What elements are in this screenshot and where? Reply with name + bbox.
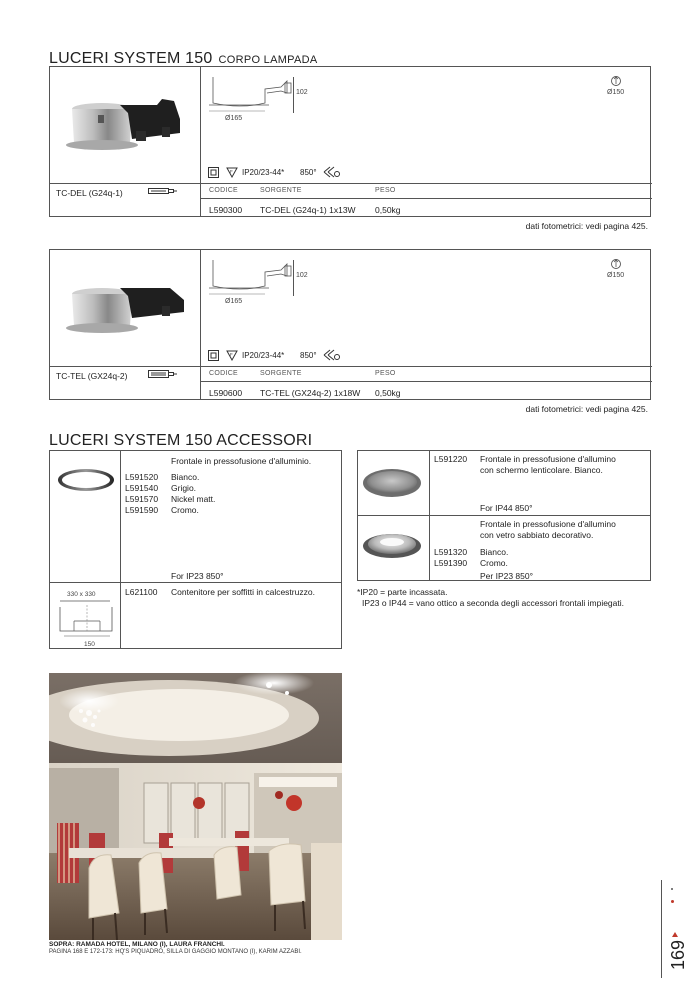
class-2-icon [208,167,219,178]
racc1-rating: For IP44 850° [480,503,533,513]
concrete-box-drawing [56,599,116,639]
page-number-area [661,880,689,980]
lenticular-trim-image [361,467,423,499]
dim-cutout: Ø150 [607,89,625,96]
f-mark-icon [226,167,238,178]
acc1-rating: For IP23 850° [171,571,224,581]
restaurant-photo [49,673,342,940]
lamp-tube-icon [148,370,178,378]
photo-caption-1: SOPRA: RAMADA HOTEL, MILANO (I), LAURA FRANCHI. [49,941,225,948]
col-header-peso: PESO [375,187,396,194]
accent-triangle [672,932,678,937]
photometric-note-2: dati fotometrici: vedi pagina 425. [525,404,648,414]
lamp-tube-icon [148,187,178,195]
racc2-rating: Per IP23 850° [480,571,534,581]
accessory-table-left [49,450,342,649]
racc2-finish: Bianco. [480,547,509,557]
enec-icon [322,349,342,361]
accent-dot [671,900,674,903]
acc1-finish: Bianco. [171,472,200,482]
dimension-drawing-1 [205,75,310,127]
f-mark-icon [226,350,238,361]
cutout-icon [610,75,622,87]
dim-height: 102 [296,89,308,96]
racc1-description [480,454,616,476]
dimension-drawing-2 [205,258,310,310]
svg-text:F: F [230,169,233,174]
acc1-description: Frontale in pressofusione d'alluminio. [171,456,312,466]
acc1-finish: Cromo. [171,505,199,515]
col-header-peso: PESO [375,370,396,377]
downlight-photo-1 [62,93,192,173]
lamp-type-1: TC-DEL (G24q-1) [56,188,123,198]
product-source-1: TC-DEL (G24q-1) 1x13W [260,205,356,215]
racc1-desc-line: Frontale in pressofusione d'allumino [480,454,616,464]
acc1-finish: Grigio. [171,483,197,493]
product-code-2: L590600 [209,388,243,398]
temp-rating: 850° [300,168,317,177]
dim-height: 102 [296,272,308,279]
accessory-table-right [357,450,651,581]
col-header-codice: CODICE [209,187,239,194]
racc2-desc-line: con vetro sabbiato decorativo. [480,530,594,540]
restaurant-photo-image [49,673,342,940]
page-number-rule [661,880,662,978]
ip-rating: IP20/23-44* [242,351,285,360]
spec-row-2 [208,349,408,363]
ip-rating: IP20/23-44* [242,168,285,177]
spec-row-1 [208,166,408,180]
acc1-finish: Nickel matt. [171,494,216,504]
racc2-description [480,519,616,541]
class-2-icon [208,350,219,361]
cutout-icon [610,258,622,270]
svg-text:F: F [230,352,233,357]
section-title-sub: CORPO LAMPADA [218,54,318,66]
acc1-code: L591570 [125,494,159,504]
product-weight-2: 0,50kg [375,388,401,398]
acc1-code: L591520 [125,472,159,482]
acc1-finishes [171,472,215,516]
acc2-dim-bottom: 150 [84,641,95,648]
product-box-1 [49,66,651,217]
product-weight-1: 0,50kg [375,205,401,215]
acc2-description: Contenitore per soffitti in calcestruzzo. [171,587,315,597]
accent-dot-small [671,888,673,890]
product-source-2: TC-TEL (GX24q-2) 1x18W [260,388,361,398]
page-number: 169 [668,940,688,971]
racc2-finishes [480,547,508,569]
lamp-type-2: TC-TEL (GX24q-2) [56,371,128,381]
footnote-line: *IP20 = parte incassata. [357,587,448,597]
acc2-code: L621100 [125,587,158,597]
racc2-desc-line: Frontale in pressofusione d'allumino [480,519,616,529]
col-header-sorgente: SORGENTE [260,187,302,194]
temp-rating: 850° [300,351,317,360]
racc2-finish: Cromo. [480,558,508,568]
dim-diameter: Ø165 [225,298,243,305]
section-title-accessori: LUCERI SYSTEM 150 ACCESSORI [49,432,313,449]
dim-cutout: Ø150 [607,272,625,279]
racc1-desc-line: con schermo lenticolare. Bianco. [480,465,603,475]
racc2-codes [434,547,467,569]
racc1-code: L591220 [434,454,468,464]
footnote [357,587,624,609]
section-title-main: LUCERI SYSTEM 150 [49,50,213,67]
racc2-code: L591390 [434,558,468,568]
acc1-code: L591540 [125,483,159,493]
racc2-code: L591320 [434,547,468,557]
trim-ring-image [56,467,116,493]
acc1-codes [125,472,158,516]
downlight-photo-2 [62,276,192,356]
product-code-1: L590300 [209,205,243,215]
acc2-dim-top: 330 x 330 [67,591,96,598]
product-box-2 [49,249,651,400]
acc1-code: L591590 [125,505,159,515]
enec-icon [322,166,342,178]
sandblasted-trim-image [361,529,423,561]
photometric-note-1: dati fotometrici: vedi pagina 425. [525,221,648,231]
col-header-sorgente: SORGENTE [260,370,302,377]
dim-diameter: Ø165 [225,115,243,122]
footnote-line: IP23 o IP44 = vano ottico a seconda degli accessori frontali impiegati. [362,598,625,608]
photo-caption-2: PAGINA 168 E 172-173: HQ'S PIQUADRO, SILLA DI GAGGIO MONTANO (I), KARIM AZZABI. [49,949,302,955]
col-header-codice: CODICE [209,370,239,377]
